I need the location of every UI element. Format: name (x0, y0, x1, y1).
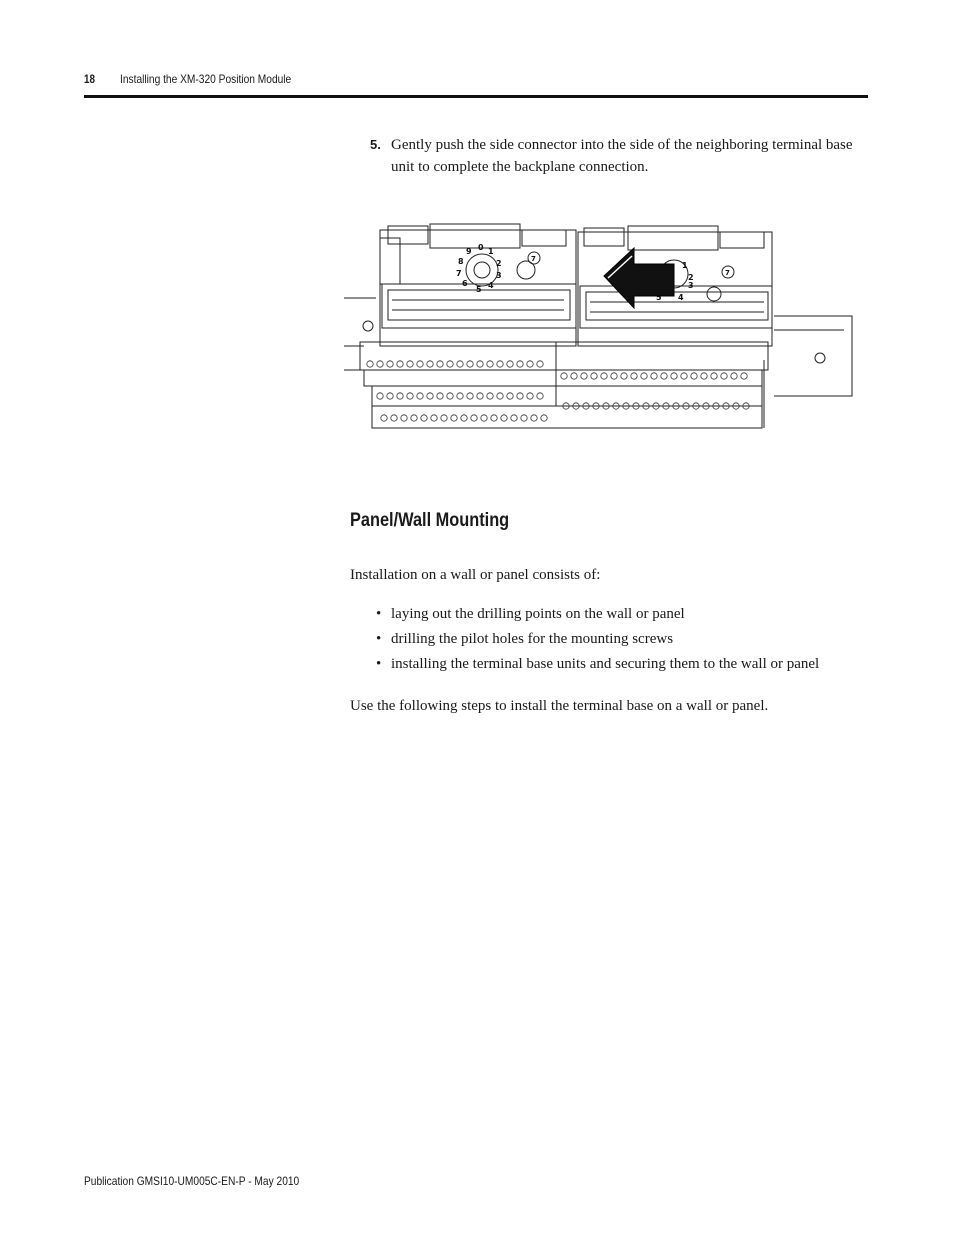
left-dial-digit-6: 6 (462, 279, 468, 288)
left-led-label: 7 (531, 255, 536, 263)
intro-paragraph: Installation on a wall or panel consists of: (350, 567, 601, 583)
right-led-label: 7 (725, 269, 730, 277)
bullet-icon: • (376, 631, 382, 647)
list-item-text: installing the terminal base units and securing them to the wall or panel (391, 656, 820, 672)
right-dial-digit-1: 1 (682, 261, 688, 270)
step-number: 5. (370, 137, 381, 152)
running-title: Installing the XM-320 Position Module (120, 72, 292, 86)
list-item (376, 604, 819, 629)
left-dial-digit-1: 1 (488, 247, 494, 256)
right-dial-digit-4: 4 (678, 293, 684, 302)
left-dial-digit-4: 4 (488, 281, 494, 290)
section-heading: Panel/Wall Mounting (350, 510, 510, 531)
left-dial-digit-5: 5 (476, 285, 482, 294)
left-dial-digit-9: 9 (466, 247, 472, 256)
left-dial-digit-0: 0 (478, 243, 484, 252)
push-arrow-icon (604, 248, 674, 308)
step-text: Gently push the side connector into the side of the neighboring terminal base unit to complete the backplane connection. (391, 137, 853, 175)
outro-paragraph: Use the following steps to install the terminal base on a wall or panel. (350, 698, 769, 714)
bullet-icon: • (376, 606, 382, 622)
publication-footer: Publication GMSI10-UM005C-EN-P - May 2010 (84, 1174, 300, 1188)
list-item-text: drilling the pilot holes for the mounting screws (391, 631, 674, 647)
right-dial-digit-3: 3 (688, 281, 694, 290)
page-header (84, 72, 868, 98)
list-item (376, 654, 819, 679)
left-dial-digit-7: 7 (456, 269, 462, 278)
installation-steps-list (376, 604, 819, 679)
list-item (376, 629, 819, 654)
terminal-base-illustration (344, 220, 856, 440)
page-number: 18 (84, 72, 95, 86)
left-dial-digit-8: 8 (458, 257, 464, 266)
header-rule (84, 95, 868, 98)
bullet-icon: • (376, 656, 382, 672)
right-dial-digit-2: 2 (688, 273, 694, 282)
left-dial-digit-3: 3 (496, 271, 502, 280)
left-dial-digit-2: 2 (496, 259, 502, 268)
list-item-text: laying out the drilling points on the wall or panel (391, 606, 685, 622)
right-dial-digit-5: 5 (656, 293, 662, 302)
